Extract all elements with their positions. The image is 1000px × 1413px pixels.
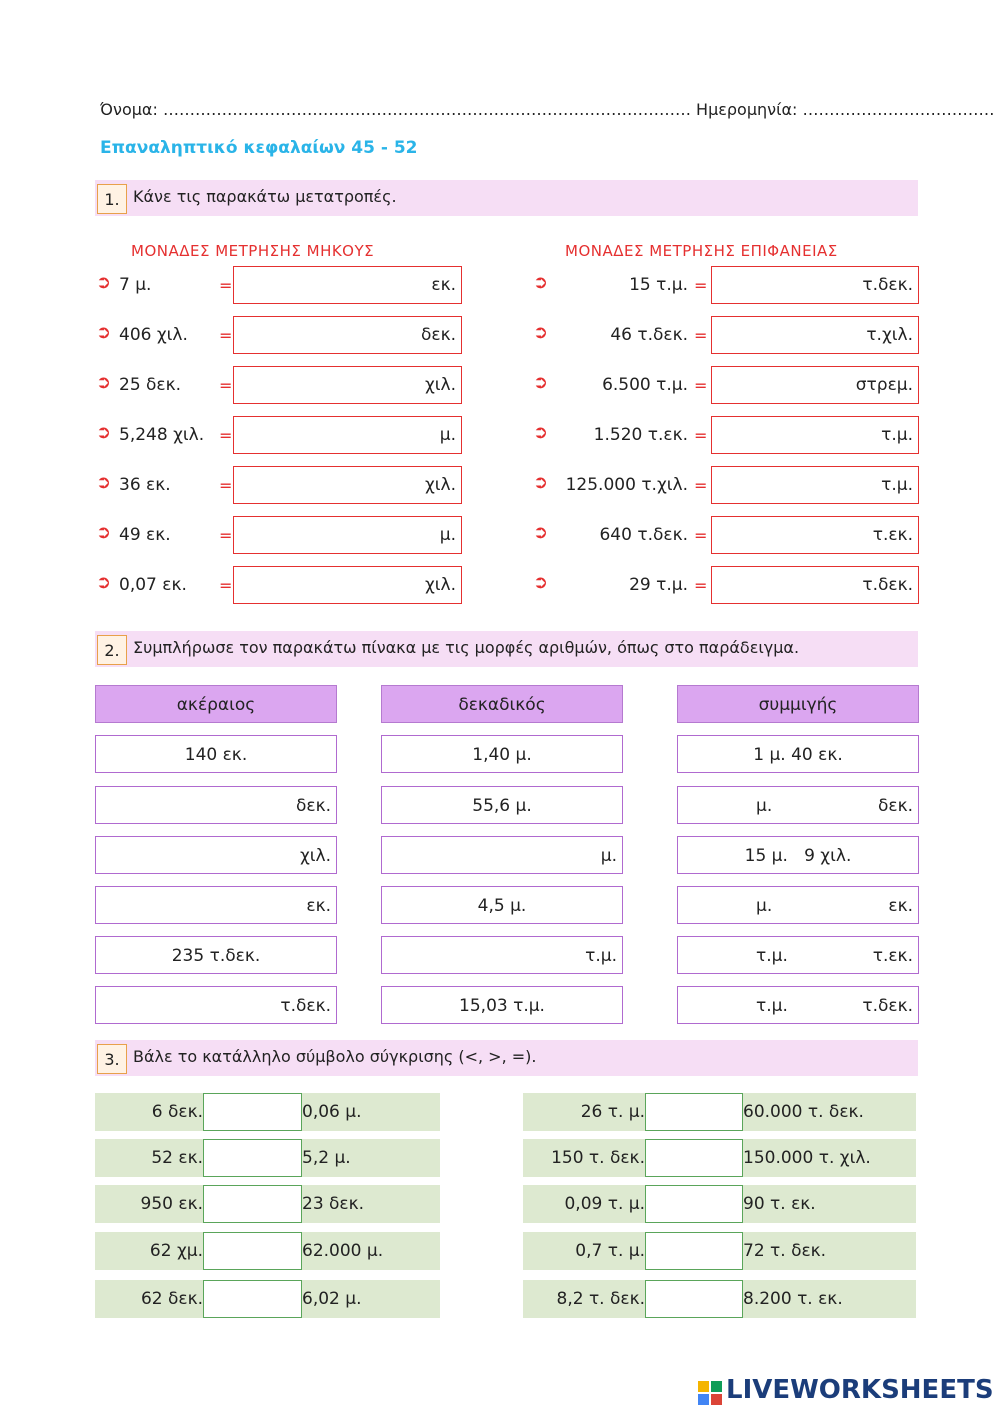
answer-unit: χιλ. [424,475,456,495]
decimal-unit: τ.μ. [585,946,617,966]
integer-cell[interactable] [95,786,337,824]
integer-unit: χιλ. [299,846,331,866]
arrow-icon: ➲ [96,472,112,493]
arrow-icon: ➲ [533,472,549,493]
answer-unit: μ. [439,425,456,445]
integer-unit: τ.δεκ. [280,996,331,1016]
area-value: 15 τ.μ. [629,275,688,295]
area-answer-field[interactable] [711,516,919,554]
section-1-bar [95,180,918,216]
arrow-icon: ➲ [96,272,112,293]
answer-unit: στρεμ. [855,375,913,395]
area-value: 640 τ.δεκ. [599,525,688,545]
answer-unit: μ. [439,525,456,545]
mixed-unit-2: τ.δεκ. [862,996,913,1016]
section-2-bar [95,631,918,667]
mixed-cell [677,836,919,874]
comparison-row [95,1093,440,1131]
mixed-value: 1 μ. 40 εκ. [753,745,843,765]
length-answer-field[interactable] [233,566,462,604]
liveworksheets-logo: LIVEWORKSHEETS [726,1375,994,1405]
integer-unit: δεκ. [295,796,331,816]
comparison-right-value: 6,02 μ. [302,1289,362,1309]
equals-sign: = [219,576,233,595]
comparison-row [523,1185,916,1223]
length-answer-field[interactable] [233,316,462,354]
comparison-row [95,1185,440,1223]
length-value: 5,248 χιλ. [119,425,205,445]
comparison-left-value: 0,09 τ. μ. [564,1194,645,1214]
equals-sign: = [219,476,233,495]
length-answer-field[interactable] [233,366,462,404]
equals-sign: = [694,476,708,495]
arrow-icon: ➲ [96,522,112,543]
answer-unit: τ.μ. [881,475,913,495]
comparison-symbol-field[interactable] [203,1093,302,1131]
arrow-icon: ➲ [533,572,549,593]
equals-sign: = [219,376,233,395]
answer-unit: τ.χιλ. [866,325,913,345]
section-3-number: 3. [97,1044,127,1074]
header-decimal: δεκαδικός [381,685,623,723]
area-answer-field[interactable] [711,366,919,404]
decimal-value: 55,6 μ. [472,796,532,816]
comparison-right-value: 23 δεκ. [302,1194,365,1214]
integer-unit: εκ. [306,896,331,916]
area-answer-field[interactable] [711,266,919,304]
decimal-cell [381,786,623,824]
integer-value: 235 τ.δεκ. [171,946,261,966]
comparison-left-value: 6 δεκ. [151,1102,203,1122]
comparison-right-value: 90 τ. εκ. [743,1194,816,1214]
area-value: 6.500 τ.μ. [602,375,688,395]
mixed-unit-1: τ.μ. [756,996,788,1016]
comparison-right-value: 0,06 μ. [302,1102,362,1122]
comparison-left-value: 62 δεκ. [140,1289,203,1309]
comparison-symbol-field[interactable] [645,1232,743,1270]
comparison-symbol-field[interactable] [203,1139,302,1177]
mixed-value: 15 μ. 9 χιλ. [744,846,852,866]
mixed-cell[interactable] [677,986,919,1024]
integer-cell[interactable] [95,986,337,1024]
arrow-icon: ➲ [533,272,549,293]
decimal-cell[interactable] [381,936,623,974]
date-field[interactable]: ……………………………… [802,100,995,119]
comparison-symbol-field[interactable] [645,1139,743,1177]
arrow-icon: ➲ [533,422,549,443]
decimal-cell[interactable] [381,836,623,874]
length-value: 25 δεκ. [119,375,182,395]
length-answer-field[interactable] [233,266,462,304]
comparison-left-value: 52 εκ. [151,1148,203,1168]
length-answer-field[interactable] [233,516,462,554]
area-value: 29 τ.μ. [629,575,688,595]
answer-unit: τ.μ. [881,425,913,445]
section-1-instruction: Κάνε τις παρακάτω μετατροπές. [133,187,397,206]
comparison-row [523,1280,916,1318]
mixed-cell [677,735,919,773]
equals-sign: = [694,276,708,295]
answer-unit: χιλ. [424,375,456,395]
area-answer-field[interactable] [711,416,919,454]
length-answer-field[interactable] [233,416,462,454]
comparison-symbol-field[interactable] [645,1185,743,1223]
comparison-left-value: 62 χμ. [149,1241,203,1261]
decimal-unit: μ. [600,846,617,866]
length-value: 36 εκ. [119,475,171,495]
comparison-symbol-field[interactable] [645,1093,743,1131]
area-units-heading: ΜΟΝΑΔΕΣ ΜΕΤΡΗΣΗΣ ΕΠΙΦΑΝΕΙΑΣ [565,242,838,260]
comparison-right-value: 8.200 τ. εκ. [743,1289,843,1309]
comparison-left-value: 8,2 τ. δεκ. [556,1289,645,1309]
comparison-symbol-field[interactable] [203,1185,302,1223]
integer-cell [95,936,337,974]
decimal-cell [381,886,623,924]
section-2-instruction: Συμπλήρωσε τον παρακάτω πίνακα με τις μορφές αριθμών, όπως στο παράδειγμα. [133,638,800,657]
comparison-row [523,1232,916,1270]
arrow-icon: ➲ [533,522,549,543]
comparison-row [95,1232,440,1270]
area-value: 46 τ.δεκ. [610,325,688,345]
comparison-right-value: 150.000 τ. χιλ. [743,1148,871,1168]
comparison-symbol-field[interactable] [203,1280,302,1318]
worksheet-subtitle: Επαναληπτικό κεφαλαίων 45 - 52 [100,138,418,158]
comparison-symbol-field[interactable] [203,1232,302,1270]
section-3-bar [95,1040,918,1076]
comparison-left-value: 150 τ. δεκ. [551,1148,645,1168]
length-answer-field[interactable] [233,466,462,504]
section-2-number: 2. [97,635,127,665]
area-answer-field[interactable] [711,466,919,504]
header-mixed: συμμιγής [677,685,919,723]
comparison-row [95,1139,440,1177]
mixed-unit-2: τ.εκ. [872,946,913,966]
section-3-instruction: Βάλε το κατάλληλο σύμβολο σύγκρισης (<, >, =). [133,1047,537,1066]
area-value: 1.520 τ.εκ. [593,425,688,445]
integer-cell[interactable] [95,886,337,924]
integer-cell[interactable] [95,836,337,874]
equals-sign: = [219,426,233,445]
length-value: 0,07 εκ. [119,575,187,595]
arrow-icon: ➲ [96,372,112,393]
mixed-unit-2: δεκ. [877,796,913,816]
answer-unit: δεκ. [420,325,456,345]
equals-sign: = [694,326,708,345]
name-field[interactable]: ……………………………………………………………………………………… [162,100,691,119]
mixed-cell[interactable] [677,786,919,824]
integer-value: 140 εκ. [184,745,248,765]
equals-sign: = [694,576,708,595]
comparison-left-value: 950 εκ. [140,1194,203,1214]
header-line [100,100,995,119]
mixed-unit-1: μ. [756,896,773,916]
arrow-icon: ➲ [96,572,112,593]
name-label: Όνομα: [100,100,158,119]
decimal-value: 4,5 μ. [477,896,527,916]
comparison-left-value: 26 τ. μ. [580,1102,645,1122]
comparison-right-value: 60.000 τ. δεκ. [743,1102,864,1122]
arrow-icon: ➲ [96,322,112,343]
length-value: 406 χιλ. [119,325,188,345]
mixed-cell[interactable] [677,936,919,974]
integer-cell [95,735,337,773]
equals-sign: = [219,276,233,295]
liveworksheets-logo-icon [698,1381,722,1405]
area-answer-field[interactable] [711,566,919,604]
decimal-cell [381,986,623,1024]
answer-unit: τ.εκ. [872,525,913,545]
comparison-row [95,1280,440,1318]
area-answer-field[interactable] [711,316,919,354]
equals-sign: = [219,526,233,545]
decimal-value: 15,03 τ.μ. [459,996,545,1016]
equals-sign: = [219,326,233,345]
area-value: 125.000 τ.χιλ. [565,475,688,495]
date-label: Ημερομηνία: [696,100,798,119]
mixed-unit-1: τ.μ. [756,946,788,966]
length-value: 49 εκ. [119,525,171,545]
comparison-right-value: 62.000 μ. [302,1241,384,1261]
comparison-symbol-field[interactable] [645,1280,743,1318]
mixed-unit-2: εκ. [888,896,913,916]
arrow-icon: ➲ [96,422,112,443]
answer-unit: χιλ. [424,575,456,595]
length-units-heading: ΜΟΝΑΔΕΣ ΜΕΤΡΗΣΗΣ ΜΗΚΟΥΣ [131,242,375,260]
section-1-number: 1. [97,184,127,214]
length-value: 7 μ. [119,275,152,295]
comparison-row [523,1139,916,1177]
comparison-right-value: 72 τ. δεκ. [743,1241,827,1261]
answer-unit: τ.δεκ. [862,575,913,595]
mixed-unit-1: μ. [756,796,773,816]
mixed-cell[interactable] [677,886,919,924]
answer-unit: εκ. [431,275,456,295]
equals-sign: = [694,426,708,445]
decimal-cell [381,735,623,773]
comparison-right-value: 5,2 μ. [302,1148,351,1168]
decimal-value: 1,40 μ. [472,745,532,765]
answer-unit: τ.δεκ. [862,275,913,295]
arrow-icon: ➲ [533,372,549,393]
header-integer: ακέραιος [95,685,337,723]
arrow-icon: ➲ [533,322,549,343]
equals-sign: = [694,376,708,395]
comparison-row [523,1093,916,1131]
comparison-left-value: 0,7 τ. μ. [575,1241,645,1261]
equals-sign: = [694,526,708,545]
